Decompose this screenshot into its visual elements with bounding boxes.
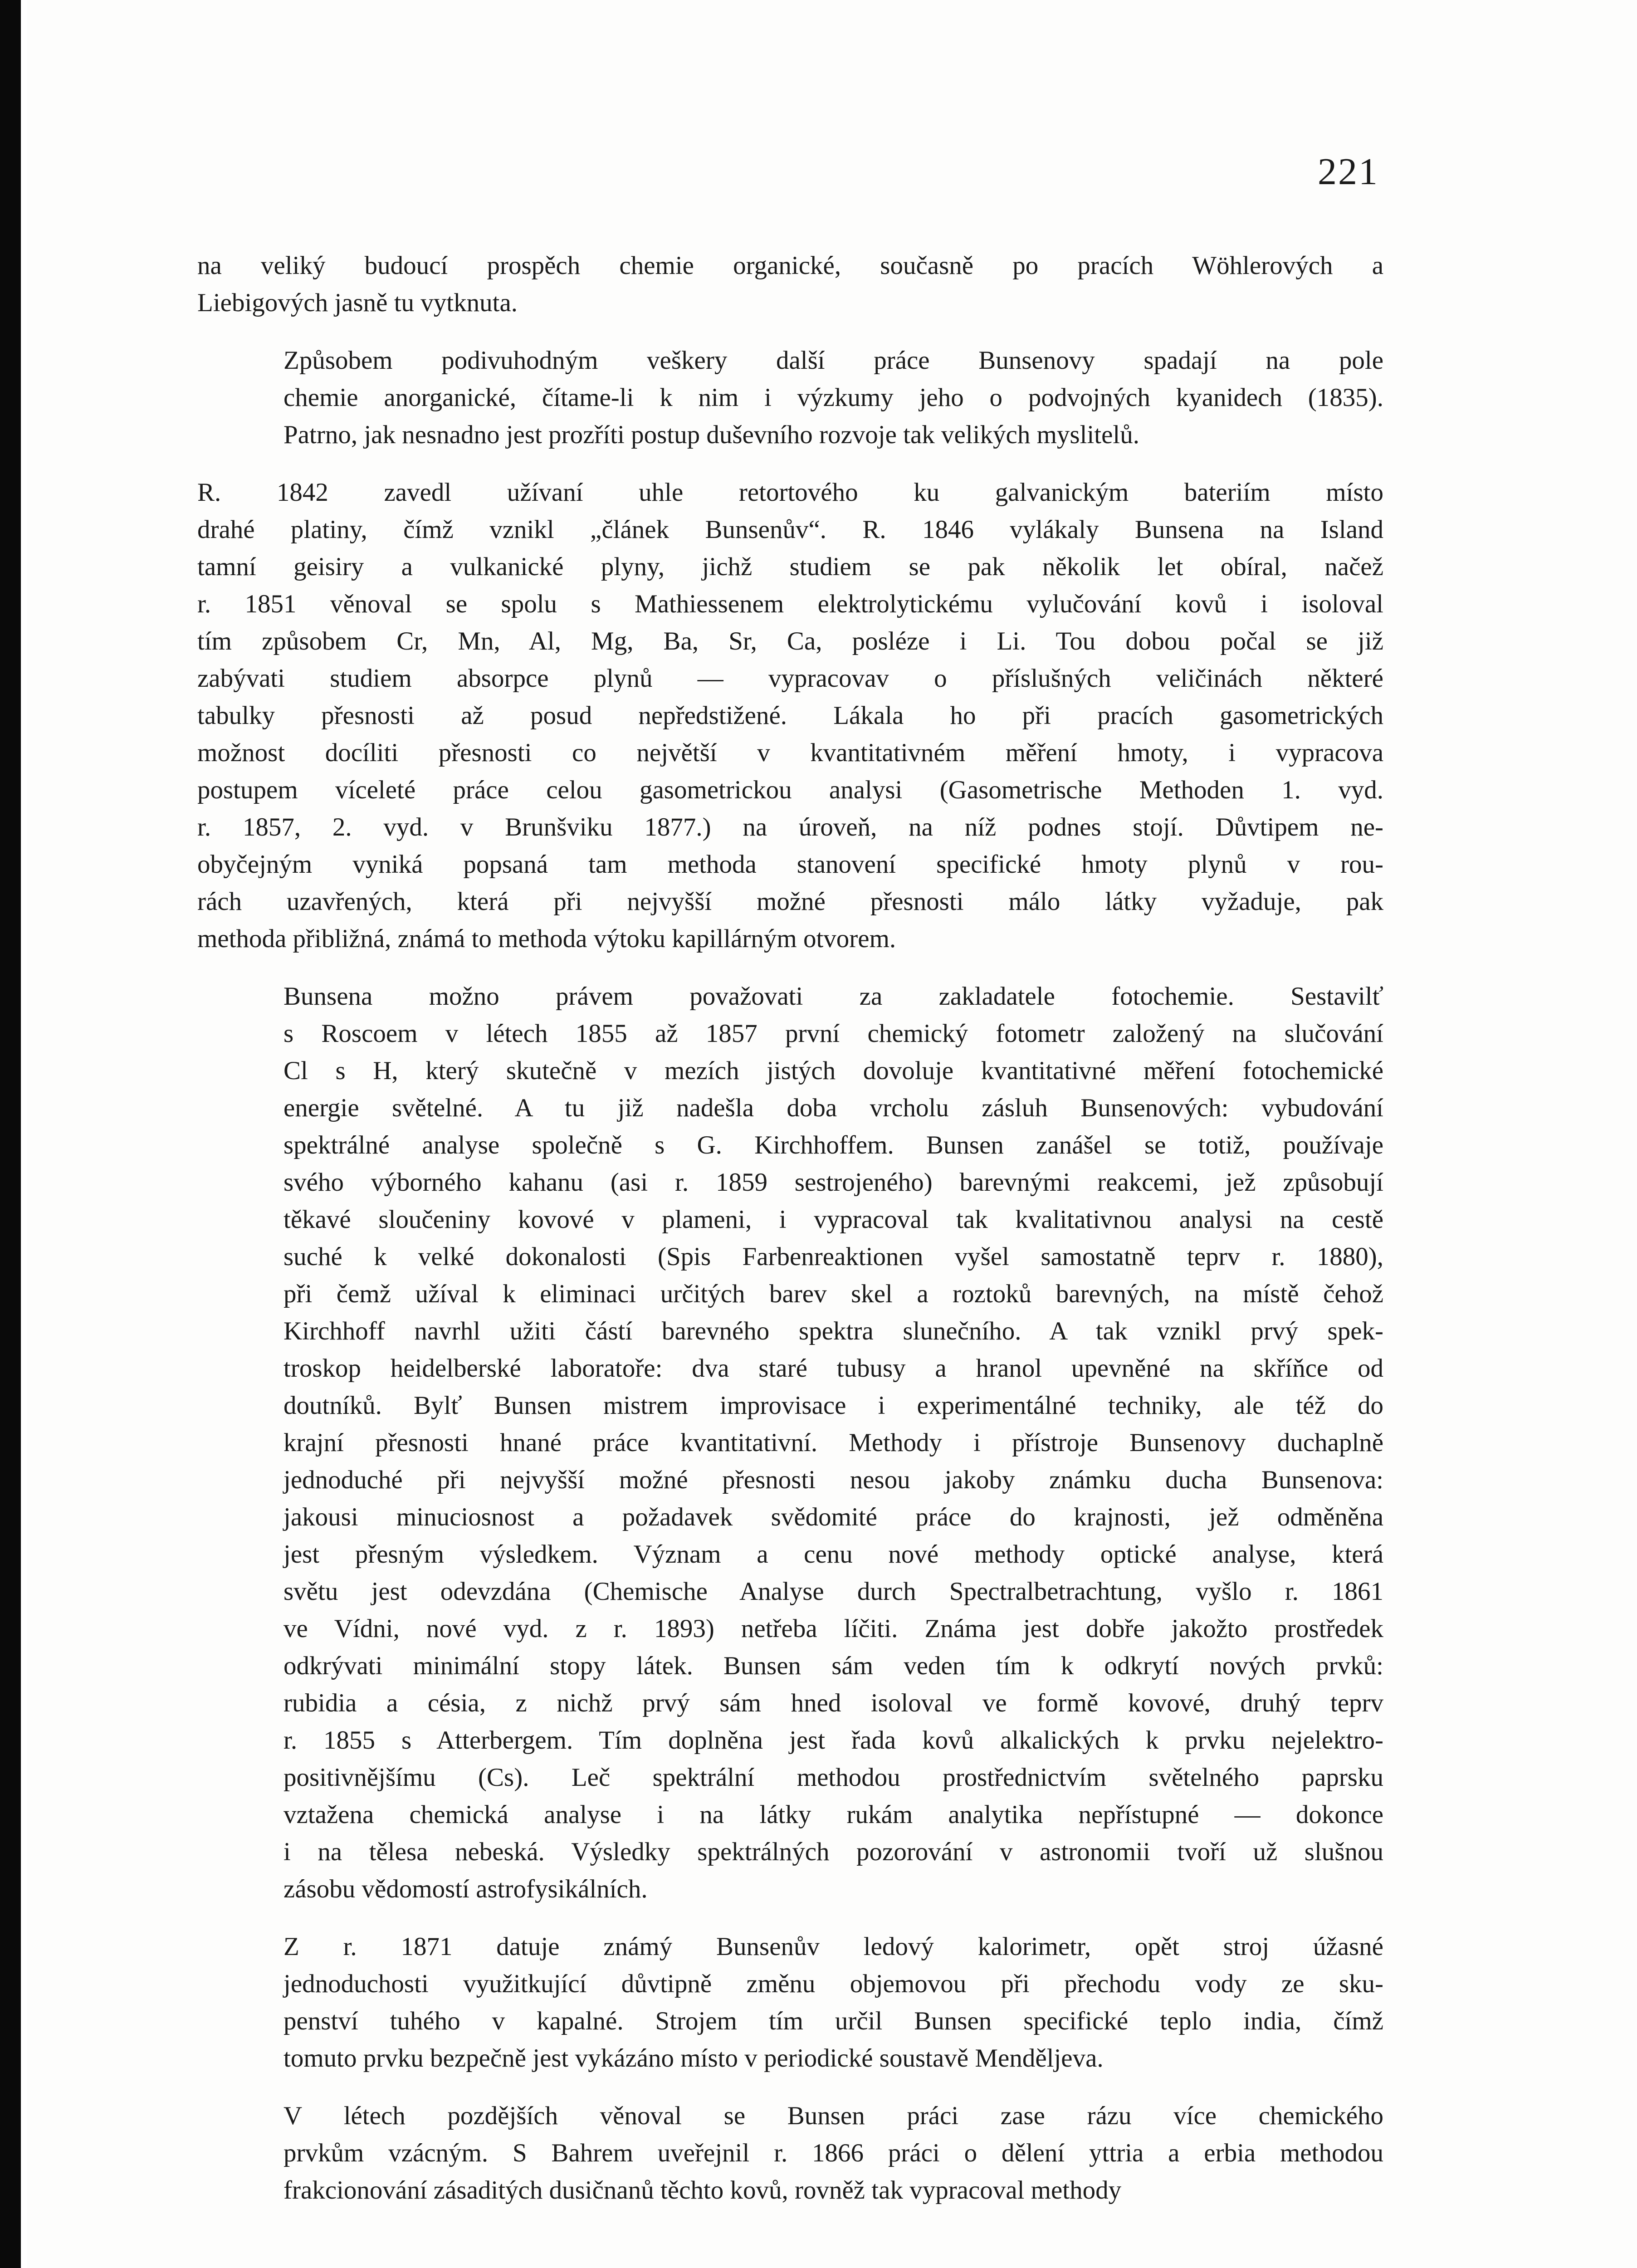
text-line: Liebigových jasně tu vytknuta. bbox=[197, 288, 518, 317]
body-text bbox=[197, 247, 1383, 2229]
text-line: r. 1851 věnoval se spolu s Mathiessenem elektrolytickému vylučování kovů i isoloval bbox=[197, 590, 1383, 618]
text-line: tomuto prvku bezpečně jest vykázáno místo v periodické soustavě Menděljeva. bbox=[283, 2044, 1104, 2072]
text-line: chemie anorganické, čítame-li k nim i výzkumy jeho o podvojných kyanidech (1835). bbox=[283, 383, 1383, 412]
text-line: jednoduché při nejvyšší možné přesnosti nesou jakoby známku ducha Bunsenova: bbox=[283, 1466, 1383, 1494]
text-line: methoda přibližná, známá to methoda výtoku kapillárným otvorem. bbox=[197, 924, 896, 953]
text-line: i na tělesa nebeská. Výsledky spektrálných pozorování v astronomii tvoří už slušnou bbox=[283, 1838, 1383, 1866]
text-line: troskop heidelberské laboratoře: dva staré tubusy a hranol upevněné na skříňce od bbox=[283, 1354, 1383, 1383]
text-line: drahé platiny, čímž vznikl „článek Bunsenův“. R. 1846 vylákaly Bunsena na Island bbox=[197, 515, 1383, 544]
paragraph bbox=[197, 1928, 1383, 2077]
text-line: světu jest odevzdána (Chemische Analyse durch Spectralbetrachtung, vyšlo r. 1861 bbox=[283, 1577, 1383, 1606]
text-line: prvkům vzácným. S Bahrem uveřejnil r. 1866 práci o dělení yttria a erbia methodou bbox=[283, 2139, 1383, 2167]
text-line: R. 1842 zavedl užívaní uhle retortového ku galvanickým bateriím místo bbox=[197, 478, 1383, 507]
paragraph bbox=[197, 978, 1383, 1908]
text-line: s Roscoem v létech 1855 až 1857 první chemický fotometr založený na slučování bbox=[283, 1019, 1383, 1048]
text-line: tamní geisiry a vulkanické plyny, jichž studiem se pak několik let obíral, načež bbox=[197, 552, 1383, 581]
scan-edge bbox=[0, 0, 21, 2268]
text-line: vztažena chemická analyse i na látky rukám analytika nepřístupné — dokonce bbox=[283, 1800, 1383, 1829]
text-line: odkrývati minimální stopy látek. Bunsen sám veden tím k odkrytí nových prvků: bbox=[283, 1652, 1383, 1680]
text-line: Bunsena možno právem považovati za zakladatele fotochemie. Sestavilť bbox=[283, 982, 1383, 1011]
text-line: tabulky přesnosti až posud nepředstižené. Lákala ho při pracích gasometrických bbox=[197, 701, 1383, 730]
text-line: frakcionování zásaditých dusičnanů těchto kovů, rovněž tak vypracoval methody bbox=[283, 2176, 1122, 2204]
text-line: svého výborného kahanu (asi r. 1859 sestrojeného) barevnými reakcemi, jež způsobují bbox=[283, 1168, 1383, 1197]
text-line: zabývati studiem absorpce plynů — vypracovav o příslušných veličinách některé bbox=[197, 664, 1383, 693]
text-line: jest přesným výsledkem. Význam a cenu nové methody optické analyse, která bbox=[283, 1540, 1383, 1569]
text-line: obyčejným vyniká popsaná tam methoda stanovení specifické hmoty plynů v rou- bbox=[197, 850, 1383, 879]
text-line: možnost docíliti přesnosti co největší v kvantitativném měření hmoty, i vypracova bbox=[197, 738, 1383, 767]
text-line: Cl s H, který skutečně v mezích jistých dovoluje kvantitativné měření fotochemické bbox=[283, 1056, 1383, 1085]
text-line: zásobu vědomostí astrofysikálních. bbox=[283, 1875, 648, 1903]
text-line: Způsobem podivuhodným veškery další práce Bunsenovy spadají na pole bbox=[283, 346, 1383, 375]
text-line: jednoduchosti využitkující důvtipně změnu objemovou při přechodu vody ze sku- bbox=[283, 1970, 1383, 1998]
text-line: rách uzavřených, která při nejvyšší možné přesnosti málo látky vyžaduje, pak bbox=[197, 887, 1383, 916]
text-line: Patrno, jak nesnadno jest prozříti postup duševního rozvoje tak velikých myslitelů. bbox=[283, 420, 1139, 449]
text-line: spektrálné analyse společně s G. Kirchhoffem. Bunsen zanášel se totiž, používaje bbox=[283, 1131, 1383, 1159]
text-line: r. 1855 s Atterbergem. Tím doplněna jest řada kovů alkalických k prvku nejelektro- bbox=[283, 1726, 1383, 1755]
text-line: těkavé sloučeniny kovové v plameni, i vypracoval tak kvalitativnou analysi na cestě bbox=[283, 1205, 1383, 1234]
paragraph bbox=[197, 247, 1383, 322]
text-line: krajní přesnosti hnané práce kvantitativní. Methody i přístroje Bunsenovy duchaplně bbox=[283, 1428, 1383, 1457]
paragraph bbox=[197, 342, 1383, 454]
text-line: V létech pozdějších věnoval se Bunsen práci zase rázu více chemického bbox=[283, 2102, 1383, 2130]
text-line: tím způsobem Cr, Mn, Al, Mg, Ba, Sr, Ca, posléze i Li. Tou dobou počal se již bbox=[197, 627, 1383, 655]
document-page bbox=[27, 0, 1637, 2268]
text-line: positivnějšímu (Cs). Leč spektrální methodou prostřednictvím světelného paprsku bbox=[283, 1763, 1383, 1792]
text-line: při čemž užíval k eliminaci určitých barev skel a roztoků barevných, na místě čehož bbox=[283, 1280, 1383, 1308]
paragraph bbox=[197, 474, 1383, 958]
text-line: penství tuhého v kapalné. Strojem tím určil Bunsen specifické teplo india, čímž bbox=[283, 2007, 1383, 2035]
page-number: 221 bbox=[1318, 151, 1379, 193]
text-line: energie světelné. A tu již nadešla doba vrcholu zásluh Bunsenových: vybudování bbox=[283, 1094, 1383, 1122]
paragraph bbox=[197, 2097, 1383, 2209]
text-line: na veliký budoucí prospěch chemie organické, současně po pracích Wöhlerových a bbox=[197, 251, 1383, 280]
text-line: suché k velké dokonalosti (Spis Farbenreaktionen vyšel samostatně teprv r. 1880), bbox=[283, 1242, 1383, 1271]
text-line: postupem víceleté práce celou gasometrickou analysi (Gasometrische Methoden 1. vyd. bbox=[197, 776, 1383, 804]
text-line: jakousi minuciosnost a požadavek svědomité práce do krajnosti, jež odměněna bbox=[283, 1503, 1383, 1531]
text-line: doutníků. Bylť Bunsen mistrem improvisace i experimentálné techniky, ale též do bbox=[283, 1391, 1383, 1420]
text-line: r. 1857, 2. vyd. v Brunšviku 1877.) na úroveň, na níž podnes stojí. Důvtipem ne- bbox=[197, 813, 1383, 841]
text-line: ve Vídni, nové vyd. z r. 1893) netřeba líčiti. Známa jest dobře jakožto prostředek bbox=[283, 1614, 1383, 1643]
text-line: rubidia a césia, z nichž prvý sám hned isoloval ve formě kovové, druhý teprv bbox=[283, 1689, 1383, 1717]
text-line: Kirchhoff navrhl užiti částí barevného spektra slunečního. A tak vznikl prvý spek- bbox=[283, 1317, 1383, 1345]
text-line: Z r. 1871 datuje známý Bunsenův ledový kalorimetr, opět stroj úžasné bbox=[283, 1932, 1383, 1961]
